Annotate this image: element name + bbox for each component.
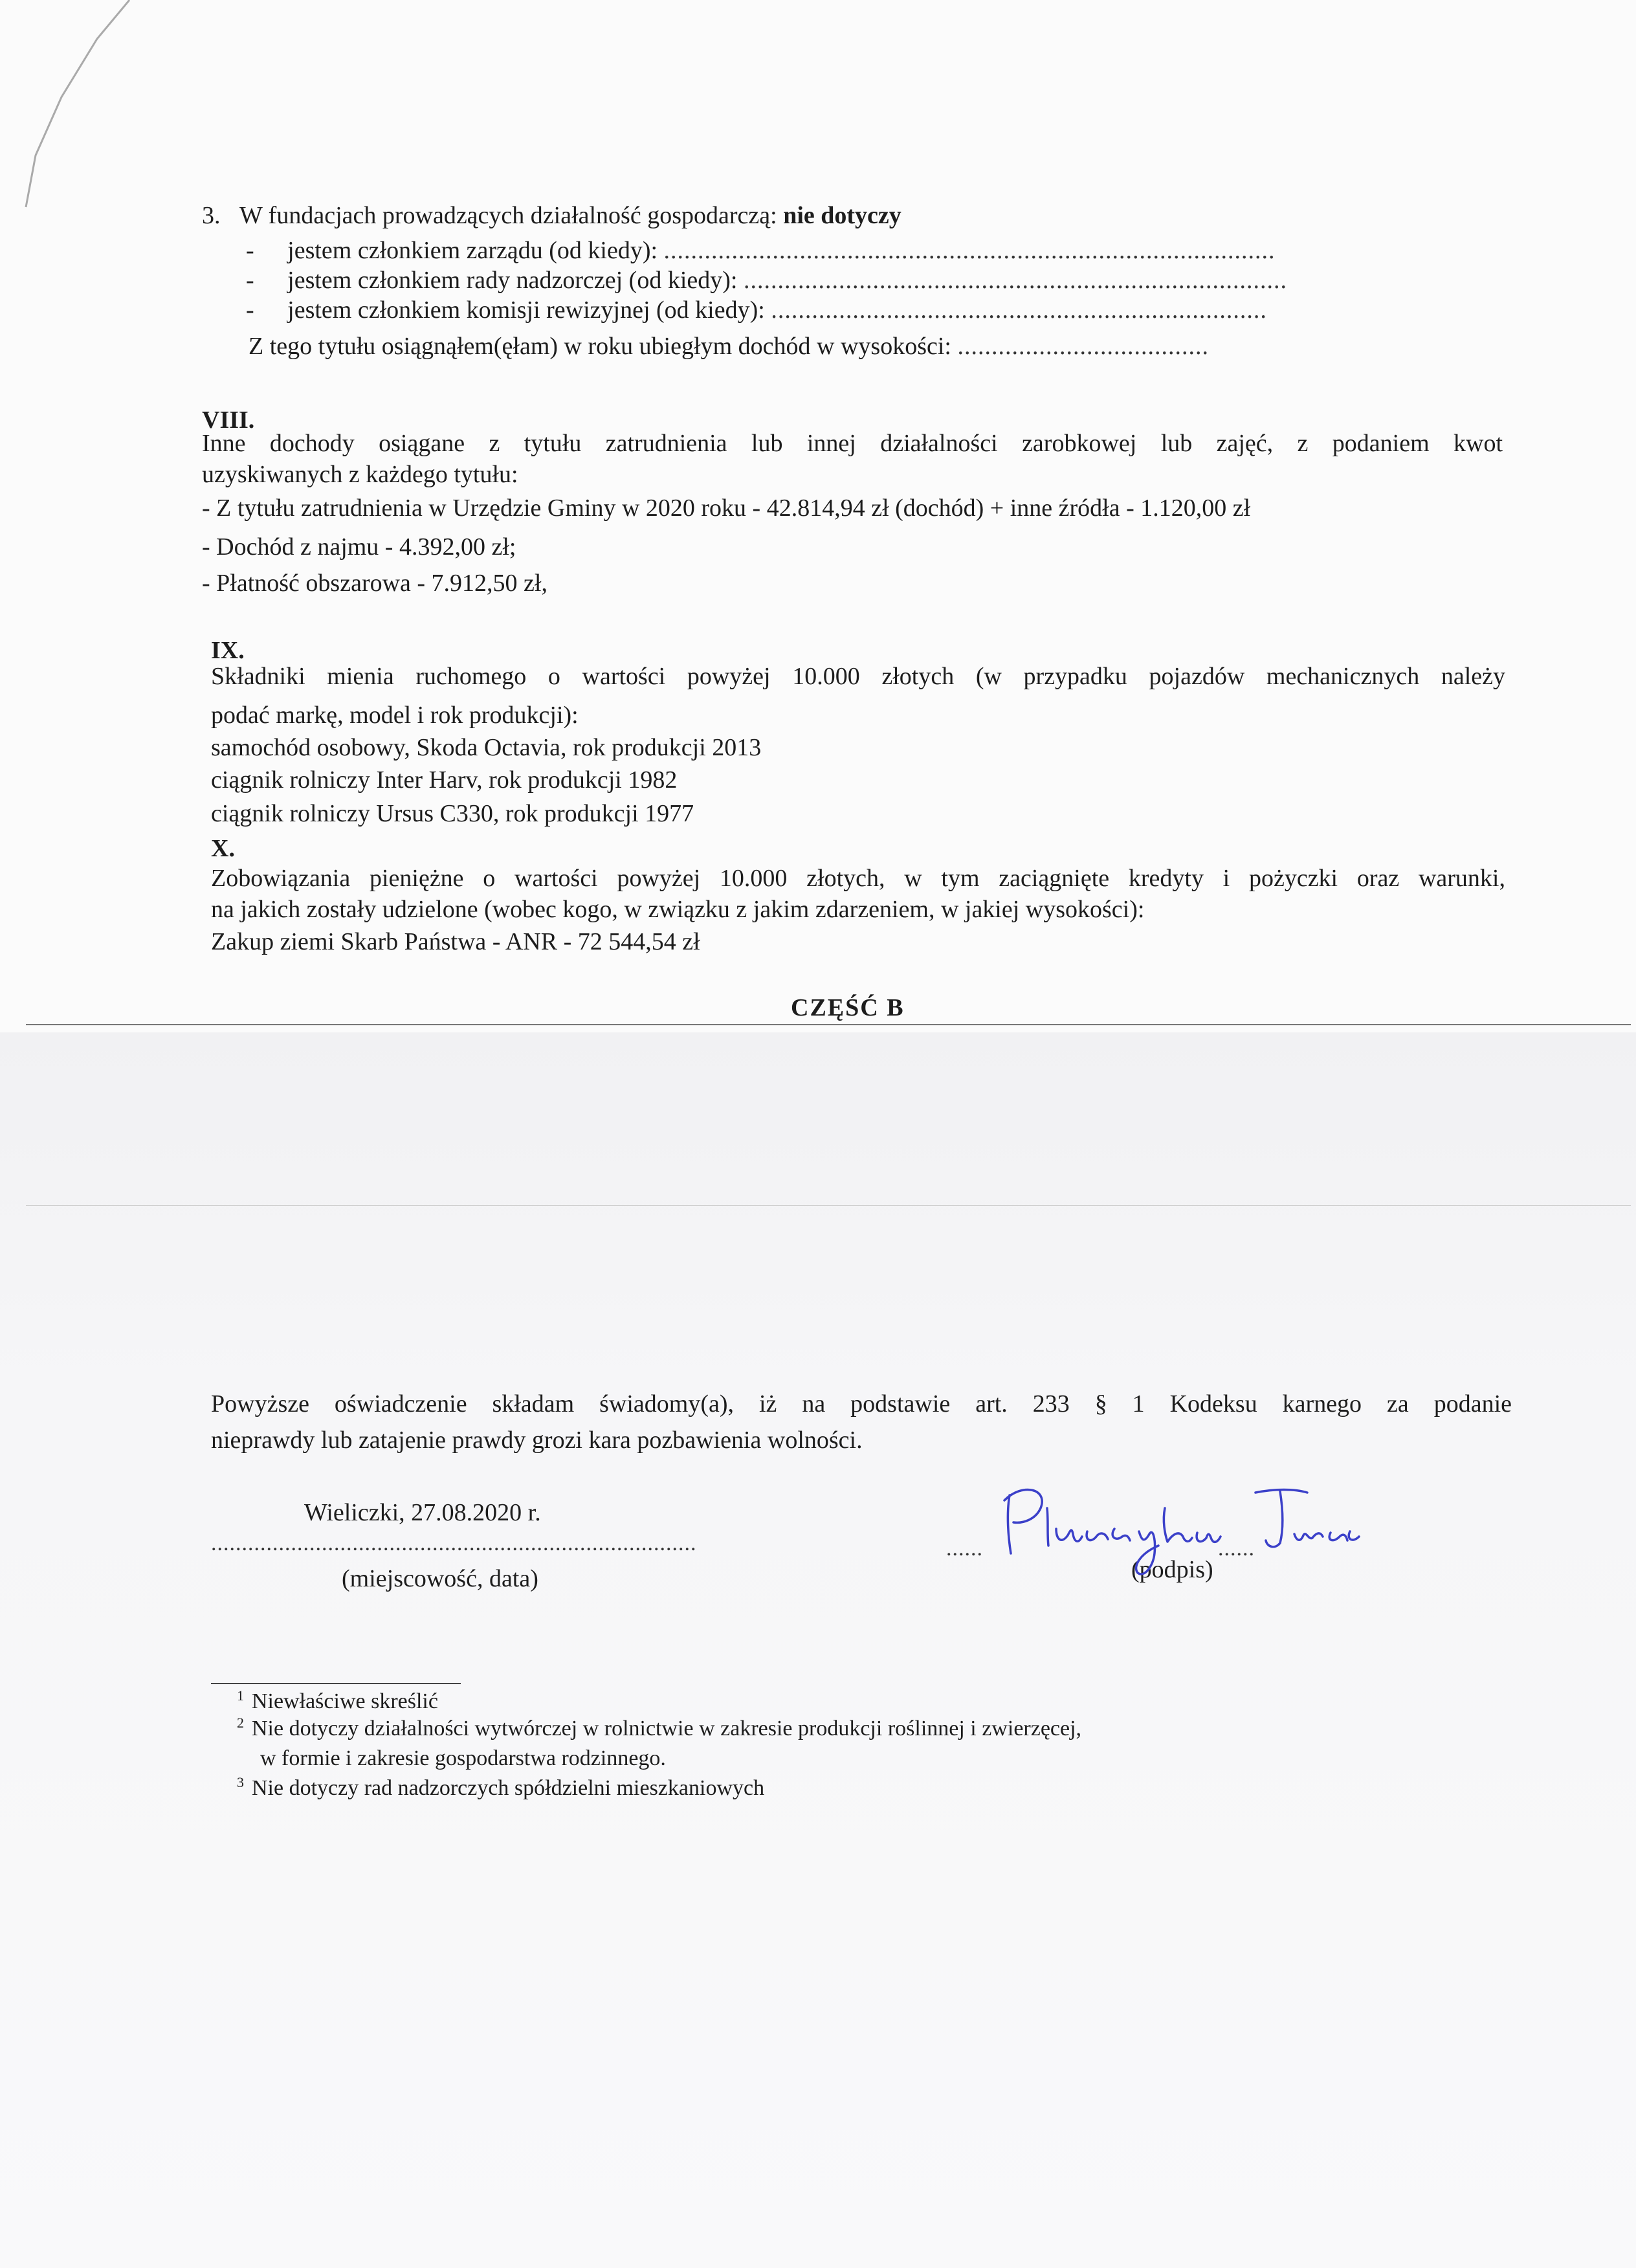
item-3-number: 3. (202, 202, 221, 229)
section-viii-intro-2: uzyskiwanych z każdego tytułu: (202, 461, 518, 488)
dash: - (246, 267, 254, 294)
line-text: jestem członkiem zarządu (od kiedy): (287, 237, 658, 264)
section-ix-heading: IX. (211, 637, 245, 664)
list-item: - Płatność obszarowa - 7.912,50 zł, (202, 570, 547, 597)
footnote-mark: 2 (237, 1715, 244, 1731)
place-date-caption: (miejscowość, data) (342, 1565, 538, 1592)
footnote-2 (237, 1714, 1081, 1746)
section-x-intro-1: Zobowiązania pieniężne o wartości powyżej 10.000 złotych, w tym zaciągnięte kredyty i pożyczki oraz warunki, (211, 865, 1505, 892)
section-ix-intro-2: podać markę, model i rok produkcji): (211, 702, 579, 729)
footnote-2-continuation: w formie i zakresie gospodarstwa rodzinnego. (260, 1746, 666, 1770)
membership-line-supervisory (246, 264, 1287, 296)
handwritten-signature (971, 1469, 1385, 1599)
section-viii-heading: VIII. (202, 406, 255, 434)
dash: - (246, 237, 254, 264)
membership-line-audit (246, 294, 1267, 326)
page-fold-line-2 (26, 1205, 1631, 1206)
list-item: ciągnik rolniczy Inter Harv, rok produkcji 1982 (211, 766, 678, 794)
declaration-line-2: nieprawdy lub zatajenie prawdy grozi kara pozbawienia wolności. (211, 1427, 863, 1454)
income-line (249, 330, 1209, 362)
fill-dots: .......................................................................................... (663, 237, 1276, 264)
list-item: Zakup ziemi Skarb Państwa - ANR - 72 544,54 zł (211, 928, 700, 955)
signature-caption: (podpis) (1131, 1556, 1213, 1583)
list-item: ciągnik rolniczy Ursus C330, rok produkcji 1977 (211, 800, 694, 827)
section-x-intro-2: na jakich zostały udzielone (wobec kogo, w związku z jakim zdarzeniem, w jakiej wysokości): (211, 896, 1145, 923)
declaration-line-1: Powyższe oświadczenie składam świadomy(a), iż na podstawie art. 233 § 1 Kodeksu karnego za podanie (211, 1390, 1512, 1418)
footnote-mark: 1 (237, 1687, 244, 1704)
footnote-text: Niewłaściwe skreślić (252, 1689, 438, 1713)
section-x-heading: X. (211, 835, 235, 862)
footnote-text: Nie dotyczy rad nadzorczych spółdzielni mieszkaniowych (252, 1776, 765, 1800)
place-date-dots: ............................................................................... (211, 1531, 697, 1555)
item-3-not-applicable: nie dotyczy (783, 202, 901, 229)
section-viii-intro-1: Inne dochody osiągane z tytułu zatrudnienia lub innej działalności zarobkowej lub zajęć, z podaniem kwot (202, 430, 1503, 457)
item-3-text: W fundacjach prowadzących działalność gospodarczą: (239, 202, 777, 229)
dash: - (246, 296, 254, 324)
list-item: - Z tytułu zatrudnienia w Urzędzie Gminy w 2020 roku - 42.814,94 zł (dochód) + inne źródła - 1.120,00 zł (202, 495, 1251, 522)
fill-dots: ..................................... (957, 333, 1209, 360)
part-b-title: CZĘŚĆ B (791, 994, 905, 1021)
section-ix-intro-1: Składniki mienia ruchomego o wartości powyżej 10.000 złotych (w przypadku pojazdów mechanicznych należy (211, 663, 1505, 690)
signature-dots-left: ...... (946, 1537, 983, 1561)
place-date: Wieliczki, 27.08.2020 r. (304, 1499, 541, 1526)
item-3 (202, 199, 901, 232)
footnote-mark: 3 (237, 1774, 244, 1790)
line-text: jestem członkiem komisji rewizyjnej (od kiedy): (287, 296, 765, 324)
scan-shadow-lower (0, 1032, 1636, 2268)
footnote-3 (237, 1773, 764, 1805)
fill-dots: ................................................................................ (743, 267, 1287, 294)
list-item: - Dochód z najmu - 4.392,00 zł; (202, 533, 516, 561)
page-fold-line (26, 1024, 1631, 1025)
page-corner-fold (0, 0, 168, 220)
footnote-separator (211, 1683, 461, 1684)
fill-dots: ......................................................................... (771, 296, 1267, 324)
list-item: samochód osobowy, Skoda Octavia, rok produkcji 2013 (211, 734, 762, 761)
income-text: Z tego tytułu osiągnąłem(ęłam) w roku ubiegłym dochód w wysokości: (249, 333, 951, 360)
line-text: jestem członkiem rady nadzorczej (od kiedy): (287, 267, 738, 294)
signature-dots-mid: ...... (1218, 1537, 1255, 1561)
footnote-text: Nie dotyczy działalności wytwórczej w rolnictwie w zakresie produkcji roślinnej i zwierzęcej, (252, 1717, 1082, 1740)
membership-line-board (246, 234, 1276, 267)
